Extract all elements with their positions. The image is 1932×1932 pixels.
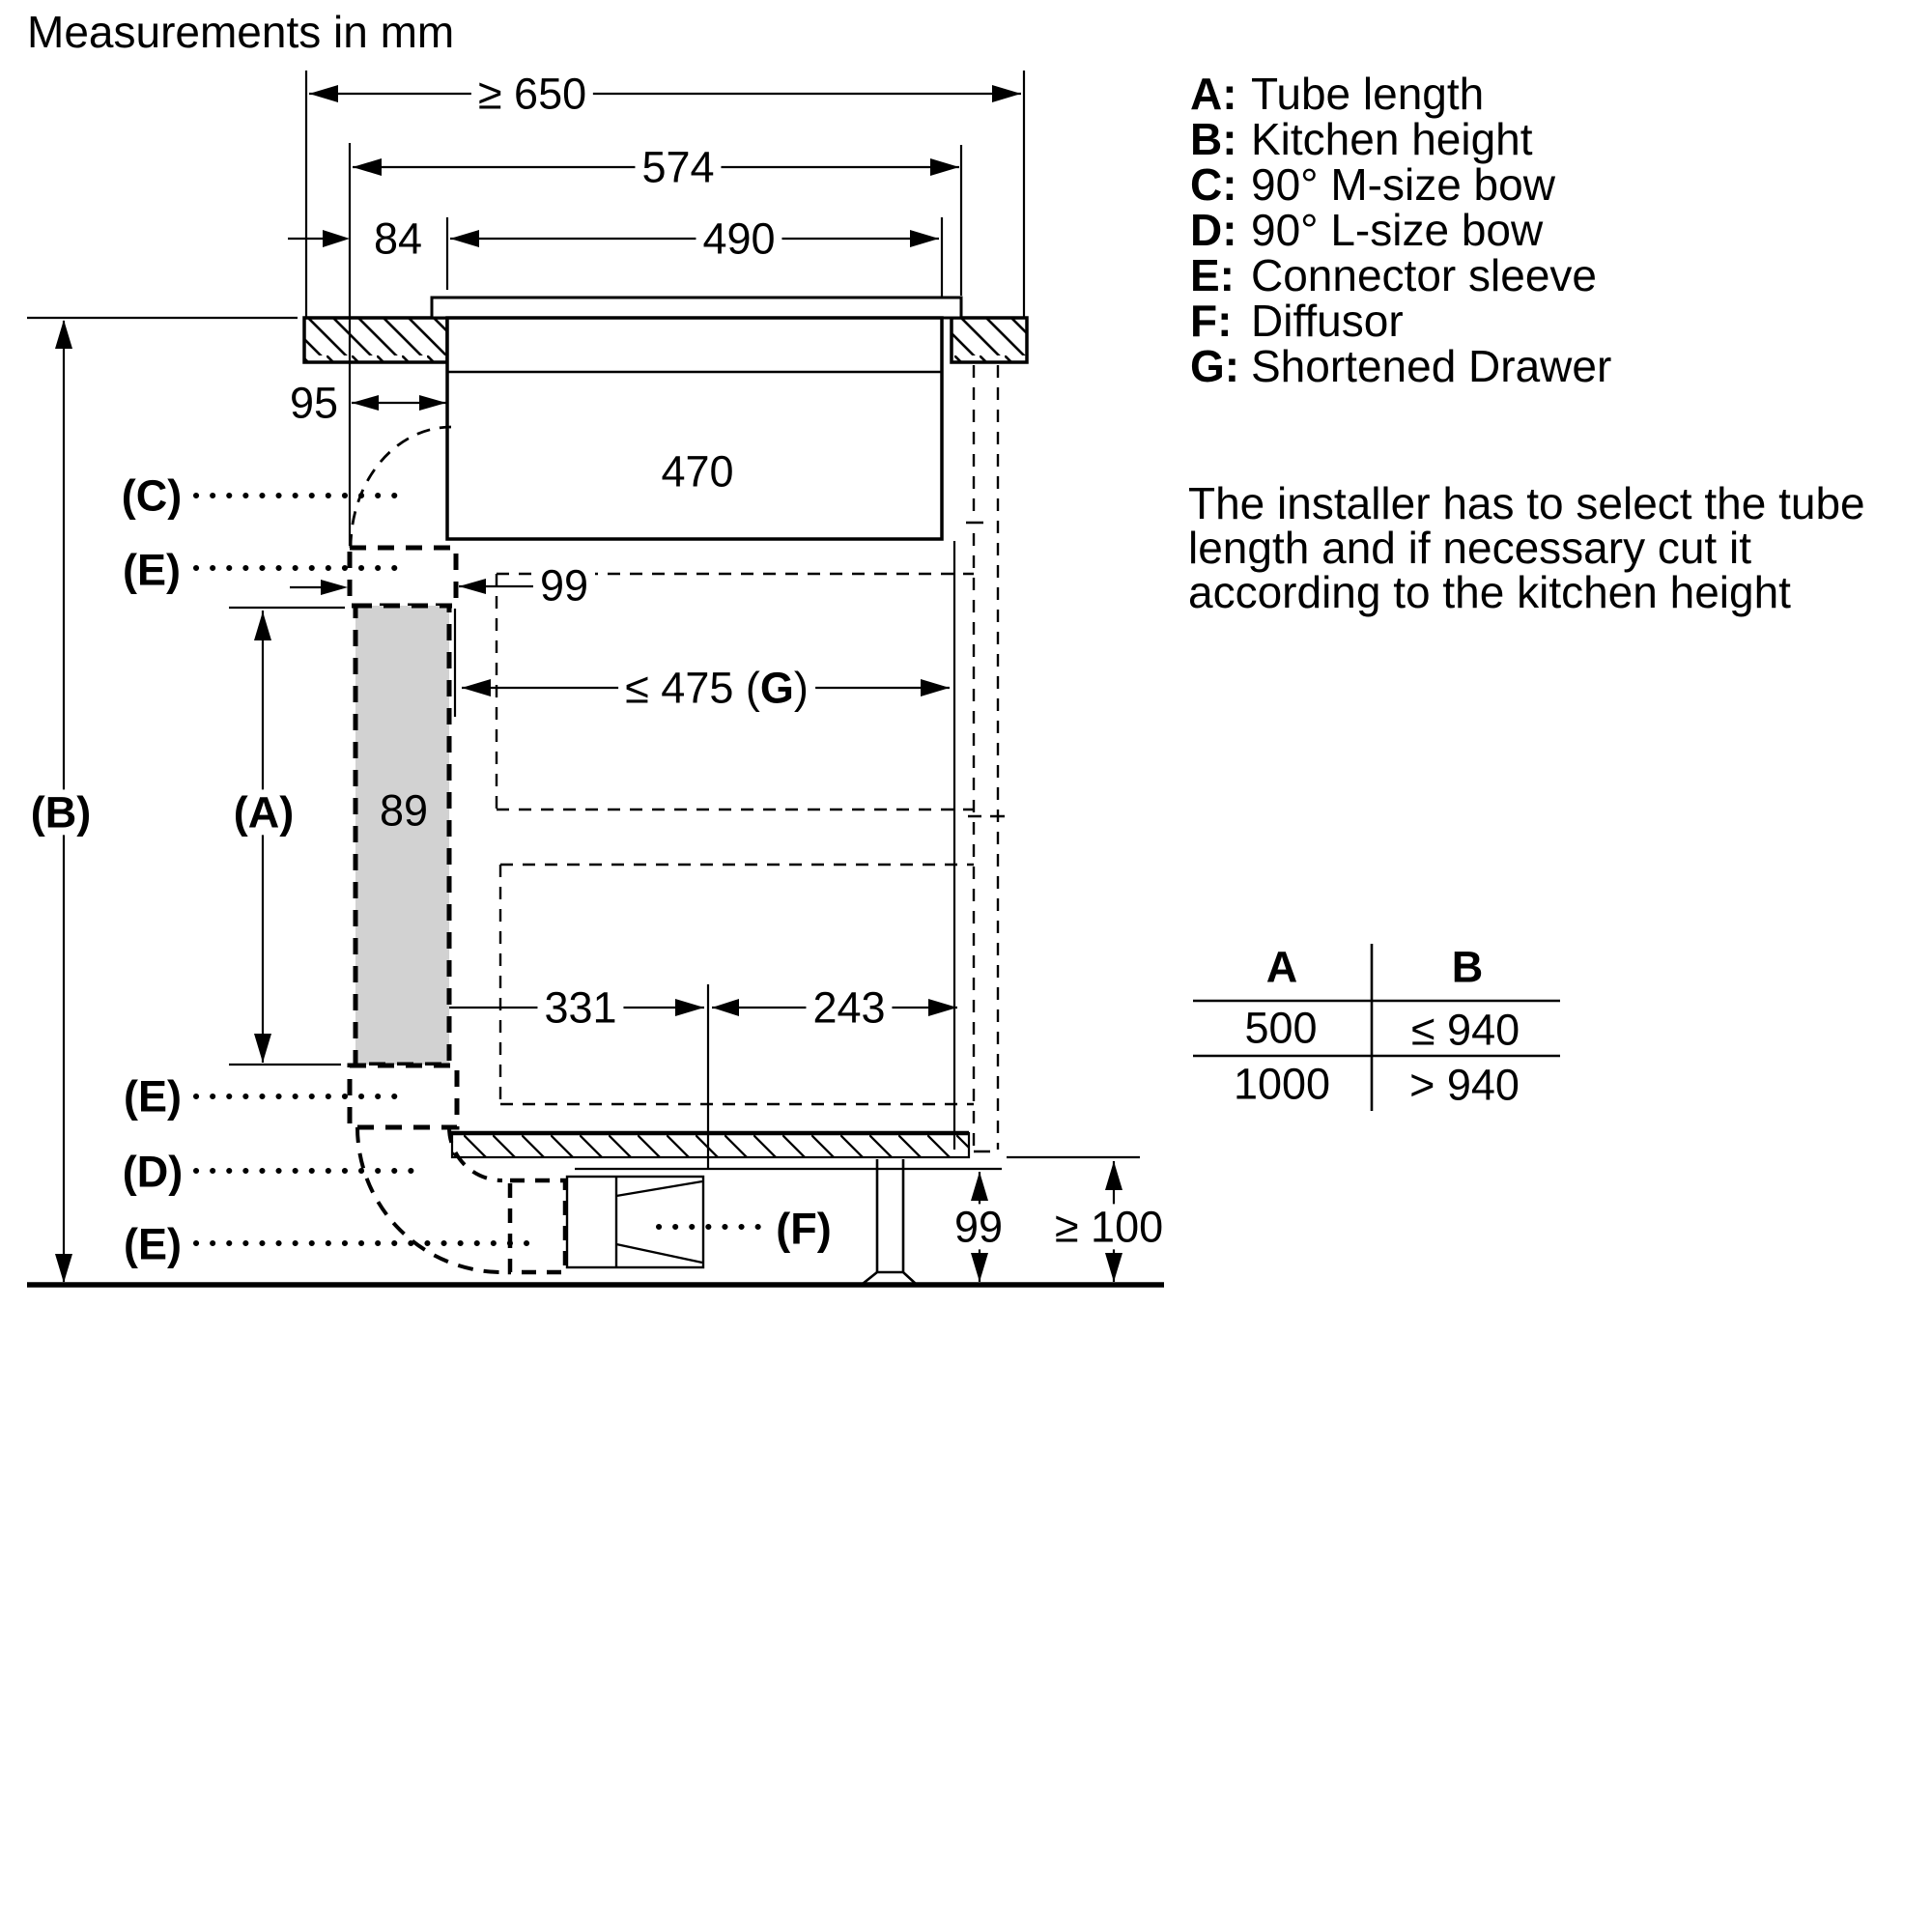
dim-floor-clearance: ≥ 100: [1048, 1204, 1170, 1249]
hob-body: [432, 298, 961, 539]
legend-label-f: Diffusor: [1251, 296, 1404, 346]
legend-item-d: [1190, 204, 1543, 256]
connector-sleeve-bottom: [510, 1180, 565, 1272]
dim-left-span: 331: [537, 984, 623, 1030]
label-sleeve-top: (E): [123, 545, 181, 595]
legend-key-d: D:: [1190, 205, 1237, 255]
bow-m-size: [351, 427, 451, 548]
label-kitchen-height: (B): [24, 789, 98, 835]
connector-sleeve-top: [350, 548, 456, 606]
legend-item-c: [1190, 158, 1555, 211]
legend-key-e: E:: [1190, 250, 1235, 300]
legend-label-c: 90° M-size bow: [1251, 159, 1555, 210]
legend-label-d: 90° L-size bow: [1251, 205, 1544, 255]
dim-bow-projection: 95: [289, 378, 339, 428]
dim-inner-width: 470: [654, 448, 740, 494]
connector-sleeve-mid: [350, 1065, 457, 1127]
page-title: Measurements in mm: [27, 6, 455, 57]
legend-key-c: C:: [1190, 159, 1237, 210]
note-line-3: according to the kitchen height: [1188, 567, 1791, 617]
table-cell-a1: 500: [1244, 1003, 1318, 1053]
legend-key-b: B:: [1190, 114, 1237, 164]
table-cell-b1: ≤ 940: [1410, 1005, 1520, 1055]
note-line-1: The installer has to select the tube: [1188, 478, 1865, 528]
dim-gap-upper: 99: [533, 562, 595, 608]
table-header-b: B: [1451, 942, 1484, 992]
dim-right-span: 243: [806, 984, 892, 1030]
dim-hob-width: 574: [635, 144, 721, 189]
legend-key-g: G:: [1190, 341, 1240, 391]
legend-label-g: Shortened Drawer: [1251, 341, 1612, 391]
cabinet-leg: [863, 1159, 916, 1284]
table-header-a: A: [1265, 942, 1298, 992]
label-sleeve-mid: (E): [124, 1071, 182, 1122]
drawer-cut-suffix: ): [793, 663, 809, 713]
legend-item-b: [1190, 113, 1533, 165]
label-diffusor: (F): [769, 1206, 838, 1251]
legend-item-e: [1190, 249, 1597, 301]
legend-key-f: F:: [1190, 296, 1233, 346]
arrowheads: [55, 85, 1122, 1283]
dim-worktop-min-depth: ≥ 650: [471, 71, 593, 116]
legend-label-a: Tube length: [1251, 69, 1485, 119]
table-cell-a2: 1000: [1233, 1059, 1331, 1109]
label-bow-l: (D): [122, 1147, 184, 1197]
tube: [355, 606, 449, 1065]
legend-item-f: [1190, 295, 1404, 347]
table-cell-b2: > 940: [1409, 1060, 1520, 1110]
diffusor-part: [567, 1177, 703, 1267]
dim-outlet-height: 99: [948, 1204, 1009, 1249]
legend-label-e: Connector sleeve: [1251, 250, 1597, 300]
label-tube-length: (A): [227, 789, 300, 835]
drawer-cut-key: G: [759, 663, 794, 713]
dim-tube-width: 89: [379, 785, 429, 836]
legend-item-g: [1190, 340, 1611, 392]
dim-edge-offset: 84: [373, 213, 423, 264]
rear-duct: [974, 365, 998, 1150]
dim-body-width: 490: [696, 215, 781, 261]
cabinet-bottom-panel: [449, 1133, 969, 1157]
drawer-cut-prefix: ≤ 475 (: [625, 663, 760, 713]
label-bow-m: (C): [121, 470, 183, 521]
label-sleeve-bottom: (E): [124, 1219, 182, 1269]
legend-key-a: A:: [1190, 69, 1237, 119]
legend-label-b: Kitchen height: [1251, 114, 1533, 164]
note-line-2: length and if necessary cut it: [1188, 523, 1751, 573]
dim-drawer-cut: [618, 663, 815, 713]
legend-item-a: [1190, 68, 1484, 120]
